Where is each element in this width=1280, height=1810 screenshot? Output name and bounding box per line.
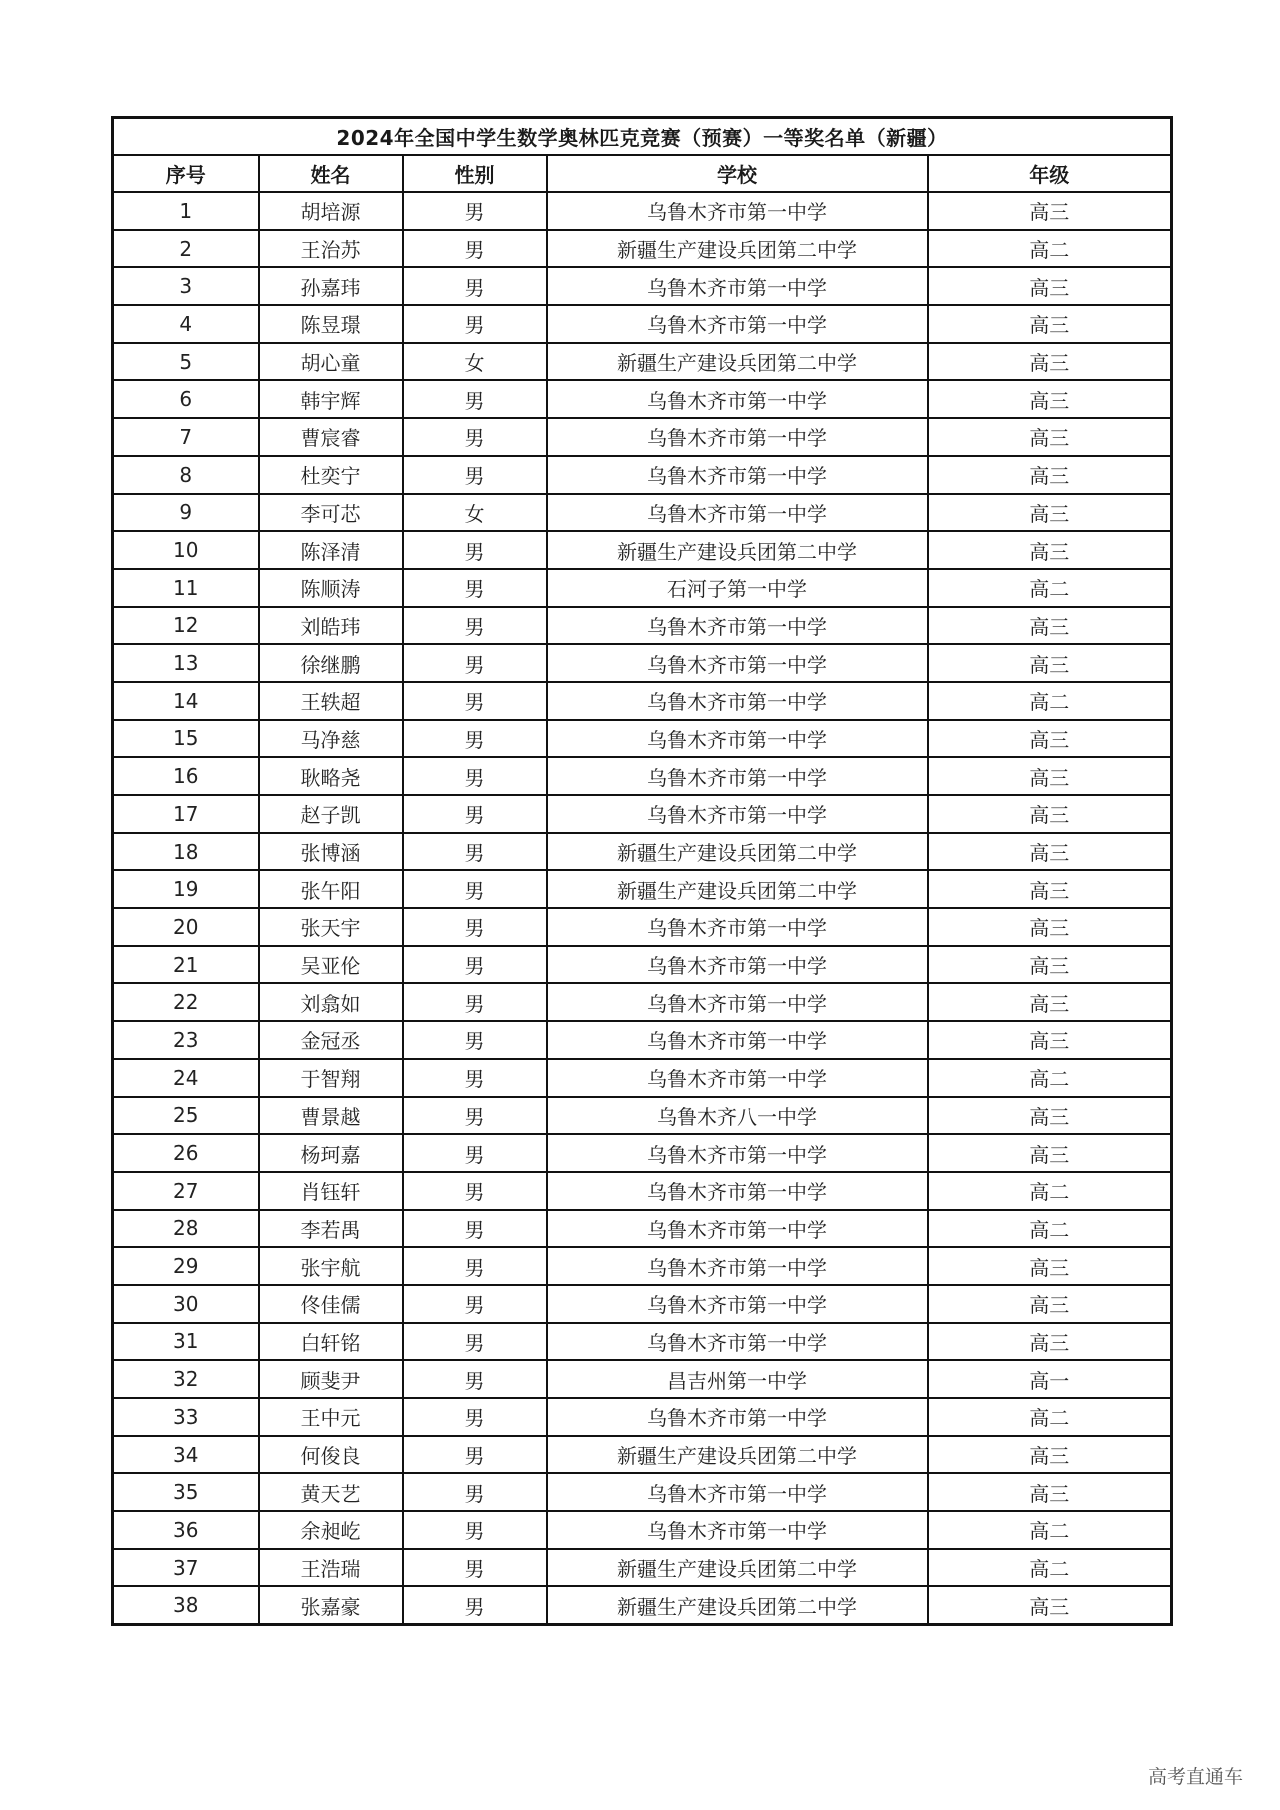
cell-gender: 男 [403, 1549, 547, 1587]
table-row [113, 1247, 1172, 1285]
cell-grade: 高三 [928, 607, 1172, 645]
cell-number: 18 [113, 833, 259, 871]
cell-name: 顾斐尹 [259, 1360, 403, 1398]
cell-grade: 高二 [928, 230, 1172, 268]
cell-gender: 男 [403, 1323, 547, 1361]
table-row [113, 494, 1172, 532]
cell-number: 21 [113, 946, 259, 984]
cell-school: 乌鲁木齐市第一中学 [547, 607, 928, 645]
cell-gender: 男 [403, 1285, 547, 1323]
table-row [113, 1097, 1172, 1135]
cell-number: 35 [113, 1473, 259, 1511]
cell-name: 陈昱璟 [259, 305, 403, 343]
table-row [113, 1059, 1172, 1097]
cell-number: 29 [113, 1247, 259, 1285]
cell-grade: 高三 [928, 1097, 1172, 1135]
cell-number: 22 [113, 983, 259, 1021]
table-row [113, 1586, 1172, 1624]
column-header-grade: 年级 [928, 155, 1172, 192]
cell-number: 19 [113, 870, 259, 908]
cell-gender: 男 [403, 230, 547, 268]
cell-school: 乌鲁木齐市第一中学 [547, 494, 928, 532]
cell-gender: 男 [403, 1097, 547, 1135]
cell-gender: 男 [403, 1398, 547, 1436]
column-header-name: 姓名 [259, 155, 403, 192]
table-row [113, 1323, 1172, 1361]
title-row [113, 118, 1172, 156]
cell-gender: 男 [403, 1247, 547, 1285]
cell-school: 新疆生产建设兵团第二中学 [547, 531, 928, 569]
cell-school: 昌吉州第一中学 [547, 1360, 928, 1398]
cell-gender: 男 [403, 757, 547, 795]
cell-grade: 高二 [928, 1511, 1172, 1549]
cell-grade: 高三 [928, 192, 1172, 230]
cell-gender: 男 [403, 946, 547, 984]
cell-gender: 男 [403, 795, 547, 833]
cell-grade: 高二 [928, 682, 1172, 720]
cell-school: 乌鲁木齐市第一中学 [547, 456, 928, 494]
cell-school: 新疆生产建设兵团第二中学 [547, 343, 928, 381]
cell-name: 赵子凯 [259, 795, 403, 833]
cell-name: 韩宇辉 [259, 380, 403, 418]
cell-name: 张嘉豪 [259, 1586, 403, 1624]
cell-school: 新疆生产建设兵团第二中学 [547, 1436, 928, 1474]
table-row [113, 908, 1172, 946]
cell-gender: 女 [403, 343, 547, 381]
cell-grade: 高三 [928, 418, 1172, 456]
cell-gender: 男 [403, 1021, 547, 1059]
cell-gender: 男 [403, 1586, 547, 1624]
cell-grade: 高三 [928, 456, 1172, 494]
cell-school: 乌鲁木齐市第一中学 [547, 1059, 928, 1097]
cell-number: 8 [113, 456, 259, 494]
cell-number: 34 [113, 1436, 259, 1474]
award-list-table [111, 116, 1173, 1626]
cell-name: 于智翔 [259, 1059, 403, 1097]
cell-grade: 高二 [928, 1059, 1172, 1097]
cell-grade: 高三 [928, 1323, 1172, 1361]
cell-name: 胡培源 [259, 192, 403, 230]
cell-number: 12 [113, 607, 259, 645]
cell-name: 李可芯 [259, 494, 403, 532]
cell-gender: 男 [403, 267, 547, 305]
cell-number: 16 [113, 757, 259, 795]
table-row [113, 1172, 1172, 1210]
cell-grade: 高三 [928, 494, 1172, 532]
cell-name: 李若禺 [259, 1210, 403, 1248]
cell-school: 乌鲁木齐市第一中学 [547, 1285, 928, 1323]
table-row [113, 305, 1172, 343]
table-row [113, 1549, 1172, 1587]
cell-grade: 高三 [928, 1285, 1172, 1323]
table-row [113, 607, 1172, 645]
cell-school: 乌鲁木齐八一中学 [547, 1097, 928, 1135]
table-row [113, 795, 1172, 833]
cell-number: 23 [113, 1021, 259, 1059]
cell-gender: 男 [403, 644, 547, 682]
cell-number: 9 [113, 494, 259, 532]
cell-grade: 高三 [928, 531, 1172, 569]
cell-gender: 男 [403, 1134, 547, 1172]
table-row [113, 569, 1172, 607]
table-row [113, 1511, 1172, 1549]
table-row [113, 380, 1172, 418]
table-row [113, 192, 1172, 230]
cell-gender: 男 [403, 1059, 547, 1097]
cell-number: 14 [113, 682, 259, 720]
cell-grade: 高三 [928, 946, 1172, 984]
table-row [113, 418, 1172, 456]
cell-number: 28 [113, 1210, 259, 1248]
cell-number: 26 [113, 1134, 259, 1172]
cell-grade: 高三 [928, 1436, 1172, 1474]
cell-name: 佟佳儒 [259, 1285, 403, 1323]
cell-name: 余昶屹 [259, 1511, 403, 1549]
cell-school: 新疆生产建设兵团第二中学 [547, 1586, 928, 1624]
cell-gender: 男 [403, 1473, 547, 1511]
cell-gender: 男 [403, 607, 547, 645]
cell-number: 11 [113, 569, 259, 607]
cell-school: 乌鲁木齐市第一中学 [547, 644, 928, 682]
cell-name: 张午阳 [259, 870, 403, 908]
column-header-school: 学校 [547, 155, 928, 192]
column-header-number: 序号 [113, 155, 259, 192]
cell-number: 30 [113, 1285, 259, 1323]
table-row [113, 983, 1172, 1021]
cell-name: 曹景越 [259, 1097, 403, 1135]
cell-number: 1 [113, 192, 259, 230]
cell-school: 乌鲁木齐市第一中学 [547, 418, 928, 456]
table-row [113, 1021, 1172, 1059]
cell-number: 13 [113, 644, 259, 682]
cell-grade: 高三 [928, 908, 1172, 946]
cell-grade: 高三 [928, 870, 1172, 908]
cell-name: 张宇航 [259, 1247, 403, 1285]
cell-grade: 高三 [928, 267, 1172, 305]
cell-number: 24 [113, 1059, 259, 1097]
cell-gender: 男 [403, 870, 547, 908]
cell-number: 36 [113, 1511, 259, 1549]
cell-school: 乌鲁木齐市第一中学 [547, 908, 928, 946]
cell-name: 王轶超 [259, 682, 403, 720]
cell-name: 杨珂嘉 [259, 1134, 403, 1172]
cell-grade: 高三 [928, 1247, 1172, 1285]
table-row [113, 682, 1172, 720]
cell-school: 石河子第一中学 [547, 569, 928, 607]
cell-name: 何俊良 [259, 1436, 403, 1474]
cell-school: 新疆生产建设兵团第二中学 [547, 230, 928, 268]
table-row [113, 456, 1172, 494]
cell-name: 胡心童 [259, 343, 403, 381]
cell-school: 乌鲁木齐市第一中学 [547, 946, 928, 984]
cell-grade: 高三 [928, 1586, 1172, 1624]
cell-school: 乌鲁木齐市第一中学 [547, 795, 928, 833]
cell-school: 乌鲁木齐市第一中学 [547, 1247, 928, 1285]
cell-grade: 高三 [928, 833, 1172, 871]
table-row [113, 644, 1172, 682]
cell-number: 25 [113, 1097, 259, 1135]
cell-school: 乌鲁木齐市第一中学 [547, 1398, 928, 1436]
cell-grade: 高三 [928, 1134, 1172, 1172]
cell-gender: 男 [403, 569, 547, 607]
cell-name: 王中元 [259, 1398, 403, 1436]
cell-name: 白轩铭 [259, 1323, 403, 1361]
cell-gender: 女 [403, 494, 547, 532]
table-row [113, 833, 1172, 871]
cell-grade: 高三 [928, 343, 1172, 381]
cell-number: 7 [113, 418, 259, 456]
cell-grade: 高二 [928, 1172, 1172, 1210]
cell-school: 乌鲁木齐市第一中学 [547, 682, 928, 720]
cell-gender: 男 [403, 380, 547, 418]
cell-grade: 高三 [928, 644, 1172, 682]
cell-number: 15 [113, 720, 259, 758]
cell-school: 新疆生产建设兵团第二中学 [547, 833, 928, 871]
cell-name: 肖钰轩 [259, 1172, 403, 1210]
cell-school: 乌鲁木齐市第一中学 [547, 757, 928, 795]
cell-gender: 男 [403, 456, 547, 494]
cell-number: 20 [113, 908, 259, 946]
table-row [113, 757, 1172, 795]
table-row [113, 720, 1172, 758]
cell-name: 吴亚伦 [259, 946, 403, 984]
cell-name: 杜奕宁 [259, 456, 403, 494]
table-row [113, 230, 1172, 268]
cell-gender: 男 [403, 1172, 547, 1210]
award-list-sheet [111, 116, 1170, 1626]
cell-name: 张博涵 [259, 833, 403, 871]
cell-school: 乌鲁木齐市第一中学 [547, 380, 928, 418]
cell-grade: 高三 [928, 983, 1172, 1021]
cell-grade: 高二 [928, 1549, 1172, 1587]
cell-number: 37 [113, 1549, 259, 1587]
cell-number: 38 [113, 1586, 259, 1624]
cell-grade: 高三 [928, 305, 1172, 343]
cell-school: 乌鲁木齐市第一中学 [547, 720, 928, 758]
table-row [113, 870, 1172, 908]
table-body [113, 192, 1172, 1625]
cell-school: 乌鲁木齐市第一中学 [547, 1511, 928, 1549]
cell-gender: 男 [403, 418, 547, 456]
document-title: 2024年全国中学生数学奥林匹克竞赛（预赛）一等奖名单（新疆） [113, 118, 1172, 156]
table-row [113, 1473, 1172, 1511]
cell-name: 黄天艺 [259, 1473, 403, 1511]
cell-grade: 高三 [928, 1473, 1172, 1511]
cell-gender: 男 [403, 833, 547, 871]
cell-name: 徐继鹏 [259, 644, 403, 682]
cell-school: 乌鲁木齐市第一中学 [547, 267, 928, 305]
cell-name: 曹宸睿 [259, 418, 403, 456]
cell-gender: 男 [403, 983, 547, 1021]
table-row [113, 267, 1172, 305]
table-row [113, 1360, 1172, 1398]
cell-number: 4 [113, 305, 259, 343]
cell-name: 刘皓玮 [259, 607, 403, 645]
cell-gender: 男 [403, 305, 547, 343]
cell-gender: 男 [403, 1210, 547, 1248]
table-row [113, 1285, 1172, 1323]
cell-school: 乌鲁木齐市第一中学 [547, 305, 928, 343]
cell-gender: 男 [403, 908, 547, 946]
table-row [113, 531, 1172, 569]
cell-school: 乌鲁木齐市第一中学 [547, 1134, 928, 1172]
cell-name: 王浩瑞 [259, 1549, 403, 1587]
cell-name: 金冠丞 [259, 1021, 403, 1059]
cell-number: 2 [113, 230, 259, 268]
cell-school: 乌鲁木齐市第一中学 [547, 1172, 928, 1210]
cell-name: 陈泽清 [259, 531, 403, 569]
cell-name: 刘翕如 [259, 983, 403, 1021]
cell-school: 乌鲁木齐市第一中学 [547, 1021, 928, 1059]
cell-number: 31 [113, 1323, 259, 1361]
cell-grade: 高二 [928, 1210, 1172, 1248]
cell-grade: 高三 [928, 720, 1172, 758]
cell-grade: 高三 [928, 795, 1172, 833]
cell-grade: 高一 [928, 1360, 1172, 1398]
cell-grade: 高二 [928, 1398, 1172, 1436]
cell-grade: 高三 [928, 757, 1172, 795]
cell-name: 孙嘉玮 [259, 267, 403, 305]
cell-gender: 男 [403, 720, 547, 758]
cell-school: 乌鲁木齐市第一中学 [547, 1323, 928, 1361]
cell-gender: 男 [403, 1511, 547, 1549]
cell-gender: 男 [403, 682, 547, 720]
header-row [113, 155, 1172, 192]
table-row [113, 1436, 1172, 1474]
table-row [113, 1210, 1172, 1248]
table-row [113, 343, 1172, 381]
cell-gender: 男 [403, 1436, 547, 1474]
cell-gender: 男 [403, 1360, 547, 1398]
column-header-gender: 性别 [403, 155, 547, 192]
cell-number: 27 [113, 1172, 259, 1210]
watermark-text: 高考直通车 [1148, 1766, 1244, 1788]
cell-number: 6 [113, 380, 259, 418]
cell-number: 3 [113, 267, 259, 305]
cell-school: 乌鲁木齐市第一中学 [547, 192, 928, 230]
cell-grade: 高三 [928, 1021, 1172, 1059]
cell-number: 17 [113, 795, 259, 833]
cell-number: 32 [113, 1360, 259, 1398]
cell-school: 新疆生产建设兵团第二中学 [547, 870, 928, 908]
cell-name: 王治苏 [259, 230, 403, 268]
cell-school: 乌鲁木齐市第一中学 [547, 1473, 928, 1511]
cell-gender: 男 [403, 192, 547, 230]
cell-name: 耿略尧 [259, 757, 403, 795]
table-row [113, 946, 1172, 984]
cell-number: 33 [113, 1398, 259, 1436]
cell-school: 新疆生产建设兵团第二中学 [547, 1549, 928, 1587]
cell-grade: 高三 [928, 380, 1172, 418]
cell-name: 马净慈 [259, 720, 403, 758]
table-row [113, 1398, 1172, 1436]
cell-name: 张天宇 [259, 908, 403, 946]
cell-school: 乌鲁木齐市第一中学 [547, 983, 928, 1021]
cell-grade: 高二 [928, 569, 1172, 607]
cell-school: 乌鲁木齐市第一中学 [547, 1210, 928, 1248]
cell-number: 5 [113, 343, 259, 381]
cell-gender: 男 [403, 531, 547, 569]
table-row [113, 1134, 1172, 1172]
cell-number: 10 [113, 531, 259, 569]
cell-name: 陈顺涛 [259, 569, 403, 607]
